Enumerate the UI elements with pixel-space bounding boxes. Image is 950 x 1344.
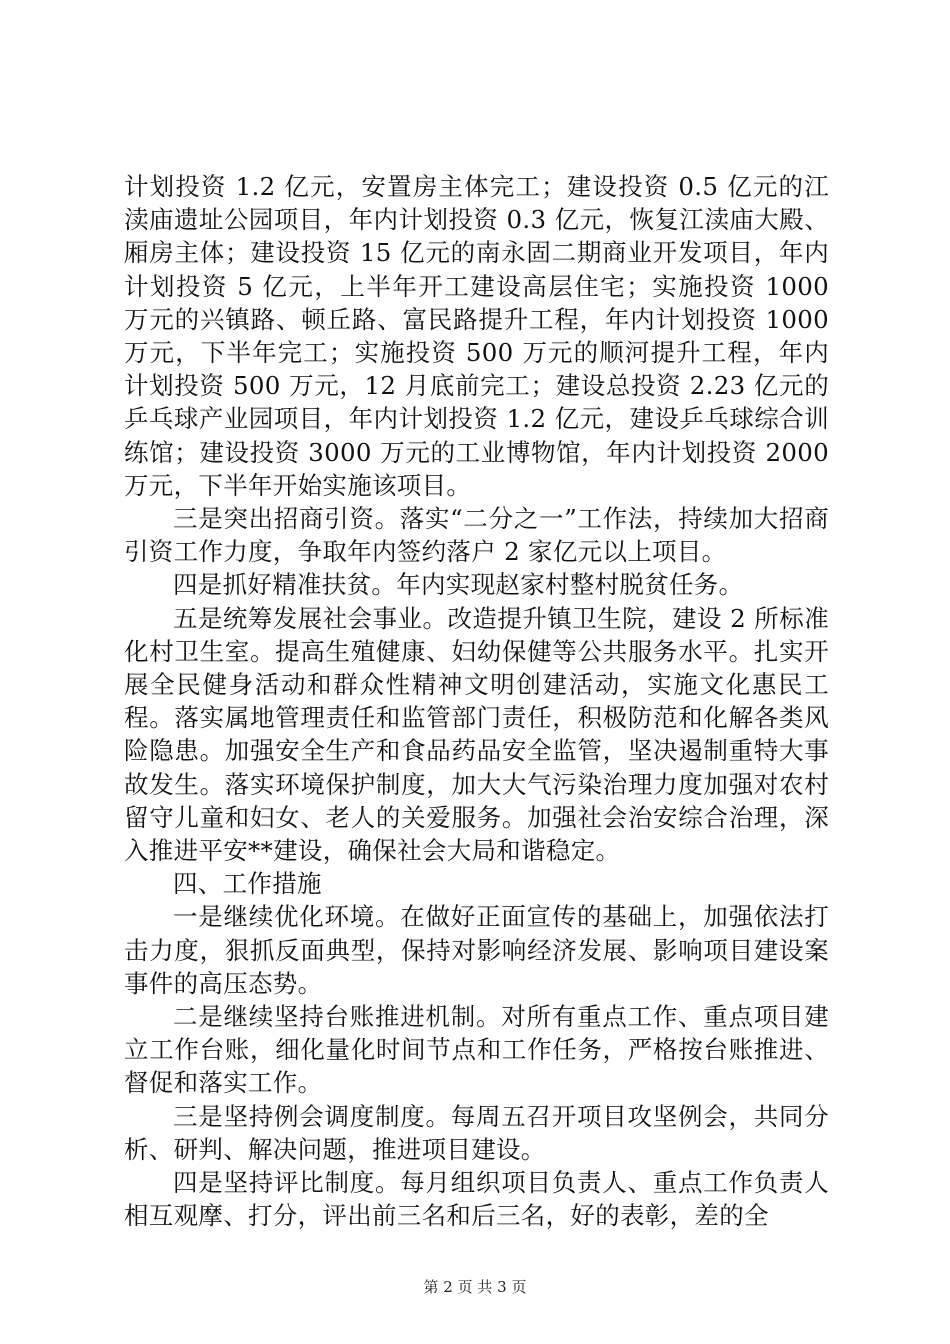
paragraph: 一是继续优化环境。在做好正面宣传的基础上，加强依法打击力度，狠抓反面典型，保持对影响经济发展、影响项目建设案事件的高压态势。 — [124, 902, 829, 998]
paragraph: 四是坚持评比制度。每月组织项目负责人、重点工作负责人相互观摩、打分，评出前三名和后三名，好的表彰，差的全 — [124, 1168, 829, 1231]
paragraph: 三是突出招商引资。落实“二分之一”工作法，持续加大招商引资工作力度，争取年内签约落户 2 家亿元以上项目。 — [124, 504, 829, 567]
paragraph: 二是继续坚持台账推进机制。对所有重点工作、重点项目建立工作台账，细化量化时间节点和工作任务，严格按台账推进、督促和落实工作。 — [124, 1002, 829, 1098]
paragraph: 四是抓好精准扶贫。年内实现赵家村整村脱贫任务。 — [173, 570, 744, 600]
paragraph: 五是统筹发展社会事业。改造提升镇卫生院，建设 2 所标准化村卫生室。提高生殖健康、妇幼保健等公共服务水平。扎实开展全民健身活动和群众性精神文明创建活动，实施文化惠民工程。落实属地管理责任和监管部门责任，积极防范和化解各类风险隐患。加强安全生产和食品药品安全监管，坚决遏制重特大事故发生。落实环境保护制度，加大大气污染治理力度加强对农村留守儿童和妇女、老人的关爱服务。加强社会治安综合治理，深入推进平安**建设，确保社会大局和谐稳定。 — [124, 603, 829, 866]
page-number-footer: 第 2 页 共 3 页 — [423, 1278, 527, 1296]
paragraph: 三是坚持例会调度制度。每周五召开项目攻坚例会，共同分析、研判、解决问题，推进项目建设。 — [124, 1101, 829, 1164]
section-heading: 四、工作措施 — [173, 869, 322, 899]
document-body — [124, 170, 829, 1233]
paragraph: 计划投资 1.2 亿元，安置房主体完工；建设投资 0.5 亿元的江渎庙遗址公园项目，年内计划投资 0.3 亿元，恢复江渎庙大殿、厢房主体；建设投资 15 亿元的南永固二期商业开发项目，年内计划投资 5 亿元，上半年开工建设高层住宅；实施投资 1000 万元的兴镇路、顿丘路、富民路提升工程，年内计划投资 1000 万元，下半年完工；实施投资 500 万元的顺河提升工程，年内计划投资 500 万元，12 月底前完工；建设总投资 2.23 亿元的乒乓球产业园项目，年内计划投资 1.2 亿元，建设乒乓球综合训练馆；建设投资 3000 万元的工业博物馆，年内计划投资 2000 万元，下半年开始实施该项目。 — [124, 172, 829, 500]
